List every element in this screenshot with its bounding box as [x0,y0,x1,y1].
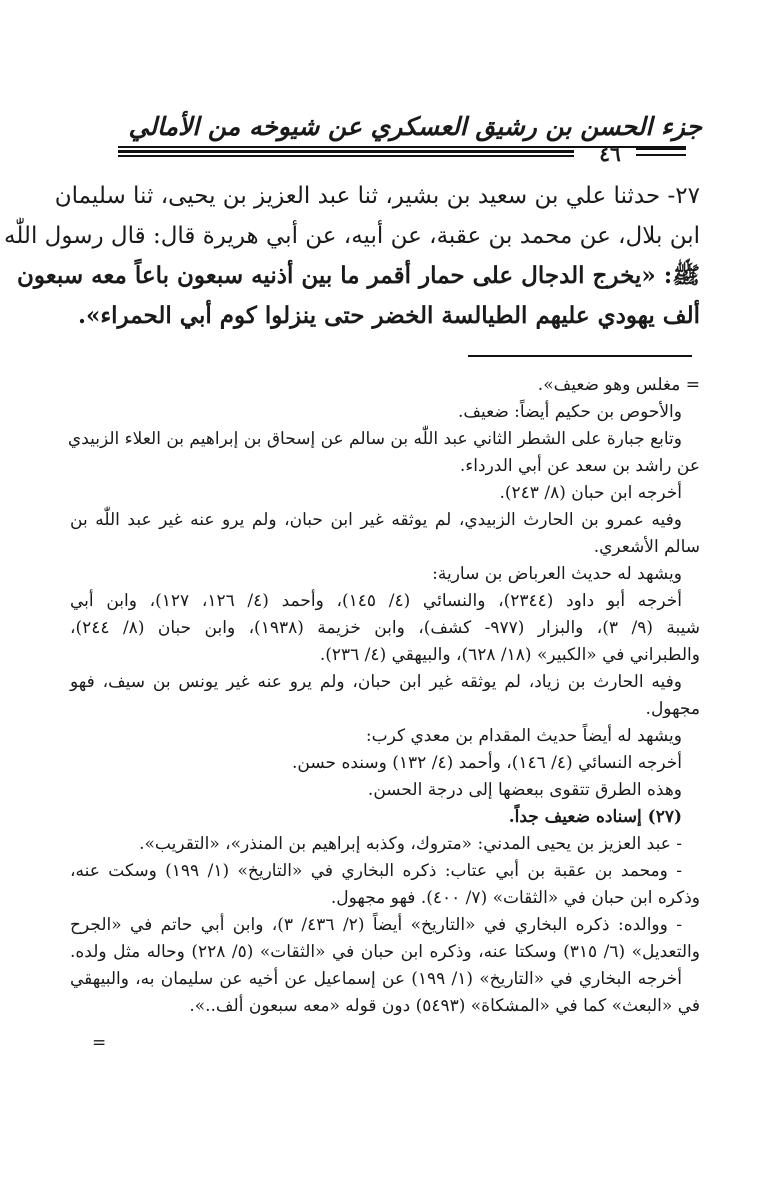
hadith-line: ﷺ: «يخرج الدجال على حمار أقمر ما بين أذنيه سبعون باعاً معه سبعون [17,262,700,289]
hadith-line: ألف يهودي عليهم الطيالسة الخضر حتى ينزلوا كوم أبي الحمراء». [77,302,700,329]
footnote-line: أخرجه ابن حبان (٨/ ٢٤٣). [499,483,682,503]
footnote-line: - ومحمد بن عقبة بن أبي عتاب: ذكره البخاري في «التاريخ» (١/ ١٩٩) وسكت عنه، [70,861,682,881]
footnote-line: وفيه الحارث بن زياد، لم يوثقه غير ابن حبان، ولم يرو عنه غير يونس بن سيف، فهو [70,672,682,692]
footnote-line: مجهول. [645,699,700,719]
page-number-rule-top [636,148,686,150]
footnote-line: وهذه الطرق تتقوى ببعضها إلى درجة الحسن. [367,780,682,800]
footnote-line: عن راشد بن سعد عن أبي الدرداء. [459,456,700,476]
footnote-line: والتعديل» (٦/ ٣١٥) وسكتا عنه، وذكره ابن حبان في «الثقات» (٥/ ٢٢٨) وحاله مثل ولده. [70,942,700,962]
footnotes [67,372,701,1020]
footnote-line: سالم الأشعري. [593,537,700,557]
hadith-text [3,176,700,336]
header-rule-thick [118,150,574,153]
footnote-line: والطبراني في «الكبير» (١٨/ ٦٢٨)، والبيهقي (٤/ ٢٣٦). [319,645,700,665]
footnote-line: أخرجه أبو داود (٢٣٤٤)، والنسائي (٤/ ١٤٥)، وأحمد (٤/ ١٢٦، ١٢٧)، وابن أبي [70,591,682,611]
footnote-line: شيبة (٩/ ٣)، والبزار (٩٧٧- كشف)، وابن خزيمة (١٩٣٨)، وابن حبان (٨/ ٢٤٤)، [70,618,701,638]
footnote-line: ويشهد له أيضاً حديث المقدام بن معدي كرب: [365,726,682,746]
hadith-line: ٢٧- حدثنا علي بن سعيد بن بشير، ثنا عبد العزيز بن يحيى، ثنا سليمان [54,183,700,209]
running-header-title: جزء الحسن بن رشيق العسكري عن شيوخه من الأمالي [128,112,702,141]
footnote-line: في «البعث» كما في «المشكاة» (٥٤٩٣) دون قوله «معه سبعون ألف..». [189,996,700,1016]
footnote-line: = مغلس وهو ضعيف». [537,375,700,395]
footnote-line: أخرجه البخاري في «التاريخ» (١/ ١٩٩) عن إسماعيل عن أخيه عن سليمان به، والبيهقي [70,969,682,989]
footnote-line: وفيه عمرو بن الحارث الزبيدي، لم يوثقه غير ابن حبان، ولم يرو عنه غير عبد اللّٰه بن [70,510,682,530]
page-number-rule-bottom [636,154,686,156]
footnote-separator [468,355,692,357]
header-rule-bottom [118,155,574,157]
footnote-line: والأحوص بن حكيم أيضاً: ضعيف. [458,402,682,422]
footnote-line: - عبد العزيز بن يحيى المدني: «متروك، وكذبه إبراهيم بن المنذر»، «التقريب». [139,834,682,854]
footnote-line: ويشهد له حديث العرباض بن سارية: [432,564,682,584]
footnote-line: وذكره ابن حبان في «الثقات» (٧/ ٤٠٠). فهو مجهول. [330,888,700,908]
continuation-mark: = [92,1033,107,1053]
footnote-line: وتابع جبارة على الشطر الثاني عبد اللّٰه بن سالم عن إسحاق بن إبراهيم بن العلاء الزبيدي [67,429,682,449]
footnote-line: (٢٧) إسناده ضعيف جداً. [508,807,682,827]
footnote-line: أخرجه النسائي (٤/ ١٤٦)، وأحمد (٤/ ١٣٢) وسنده حسن. [292,753,682,773]
footnote-line: - ووالده: ذكره البخاري في «التاريخ» أيضاً (٢/ ٤٣٦/ ٣)، وابن أبي حاتم في «الجرح [70,915,682,935]
page-number: ٤٦ [599,142,621,166]
hadith-line: ابن بلال، عن محمد بن عقبة، عن أبيه، عن أبي هريرة قال: قال رسول اللّٰه [3,223,700,249]
